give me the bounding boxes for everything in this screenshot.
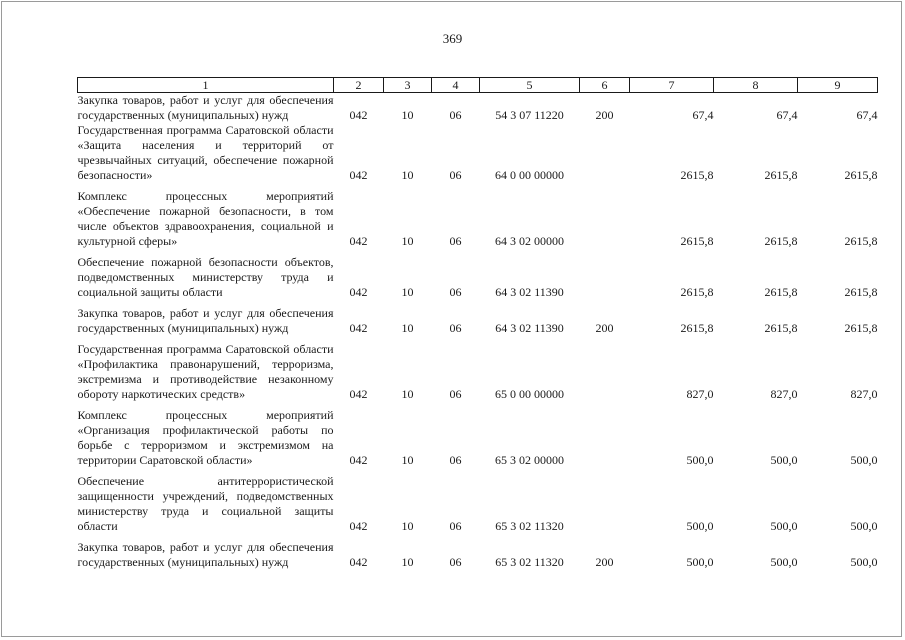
row-amount-year2: 67,4 bbox=[776, 108, 798, 122]
row-amount-year1: 67,4 bbox=[692, 108, 714, 122]
header-col-8: 8 bbox=[714, 78, 798, 93]
header-col-7: 7 bbox=[630, 78, 714, 93]
row-target-article: 65 3 02 11320 bbox=[495, 519, 564, 533]
table-row bbox=[78, 93, 878, 124]
row-target-article: 54 3 07 11220 bbox=[495, 108, 564, 122]
row-expense-type: 200 bbox=[595, 321, 614, 335]
row-amount-year3: 500,0 bbox=[850, 519, 878, 533]
row-amount-year1: 2615,8 bbox=[680, 321, 714, 335]
row-name: Обеспечение антитеррористической защищенности учреждений, подведомственных министерству труда и социальной защиты области bbox=[77, 474, 334, 533]
row-expense-type bbox=[580, 189, 630, 255]
row-amount-year2: 500,0 bbox=[770, 453, 798, 467]
header-row bbox=[78, 78, 878, 93]
row-target-article: 64 3 02 11390 bbox=[495, 285, 564, 299]
table-row bbox=[78, 540, 878, 576]
row-section: 10 bbox=[401, 453, 414, 467]
row-name: Комплекс процессных мероприятий «Организация профилактической работы по борьбе с терроризмом и экстремизмом на территории Саратовской области» bbox=[77, 408, 334, 467]
row-section: 10 bbox=[401, 555, 414, 569]
row-section: 10 bbox=[401, 168, 414, 182]
row-section: 10 bbox=[401, 321, 414, 335]
row-amount-year3: 500,0 bbox=[850, 555, 878, 569]
row-target-article: 64 3 02 11390 bbox=[495, 321, 564, 335]
row-amount-year2: 500,0 bbox=[770, 519, 798, 533]
header-col-5: 5 bbox=[480, 78, 580, 93]
row-expense-type bbox=[580, 123, 630, 189]
row-subsection: 06 bbox=[449, 285, 462, 299]
header-col-3: 3 bbox=[384, 78, 432, 93]
row-amount-year1: 500,0 bbox=[686, 555, 714, 569]
row-target-article: 65 3 02 11320 bbox=[495, 555, 564, 569]
row-amount-year3: 500,0 bbox=[850, 453, 878, 467]
row-section: 10 bbox=[401, 234, 414, 248]
row-ved-code: 042 bbox=[349, 453, 368, 467]
row-target-article: 65 3 02 00000 bbox=[495, 453, 564, 467]
row-amount-year2: 2615,8 bbox=[764, 168, 798, 182]
row-expense-type: 200 bbox=[595, 108, 614, 122]
row-ved-code: 042 bbox=[349, 387, 368, 401]
row-expense-type bbox=[580, 474, 630, 540]
row-target-article: 65 0 00 00000 bbox=[495, 387, 564, 401]
row-amount-year1: 2615,8 bbox=[680, 285, 714, 299]
table-row bbox=[78, 306, 878, 342]
row-name: Комплекс процессных мероприятий «Обеспечение пожарной безопасности, в том числе объектов здравоохранения, социальной и культурной сферы» bbox=[77, 189, 334, 248]
table-row bbox=[78, 189, 878, 255]
row-ved-code: 042 bbox=[349, 555, 368, 569]
row-name: Государственная программа Саратовской области «Защита населения и территорий от чрезвычайных ситуаций, обеспечение пожарной безопасности» bbox=[77, 123, 334, 182]
row-expense-type bbox=[580, 408, 630, 474]
row-amount-year3: 2615,8 bbox=[844, 285, 878, 299]
row-expense-type: 200 bbox=[595, 555, 614, 569]
row-section: 10 bbox=[401, 387, 414, 401]
row-ved-code: 042 bbox=[349, 108, 368, 122]
row-amount-year3: 67,4 bbox=[856, 108, 878, 122]
row-amount-year2: 2615,8 bbox=[764, 321, 798, 335]
row-ved-code: 042 bbox=[349, 321, 368, 335]
page-number: 369 bbox=[442, 31, 463, 46]
row-subsection: 06 bbox=[449, 321, 462, 335]
header-col-9: 9 bbox=[798, 78, 878, 93]
row-target-article: 64 3 02 00000 bbox=[495, 234, 564, 248]
row-subsection: 06 bbox=[449, 555, 462, 569]
row-amount-year2: 2615,8 bbox=[764, 285, 798, 299]
budget-table bbox=[77, 77, 878, 576]
row-name: Обеспечение пожарной безопасности объектов, подведомственных министерству труда и социальной защиты области bbox=[77, 255, 334, 299]
row-amount-year3: 827,0 bbox=[850, 387, 878, 401]
row-name: Закупка товаров, работ и услуг для обеспечения государственных (муниципальных) нужд bbox=[77, 306, 334, 335]
row-ved-code: 042 bbox=[349, 234, 368, 248]
row-amount-year2: 500,0 bbox=[770, 555, 798, 569]
table-row bbox=[78, 123, 878, 189]
table-row bbox=[78, 342, 878, 408]
row-subsection: 06 bbox=[449, 168, 462, 182]
row-name: Государственная программа Саратовской области «Профилактика правонарушений, терроризма, экстремизма и противодействие незаконному обороту наркотических средств» bbox=[77, 342, 334, 401]
row-ved-code: 042 bbox=[349, 519, 368, 533]
row-expense-type bbox=[580, 255, 630, 306]
header-col-2: 2 bbox=[334, 78, 384, 93]
row-amount-year1: 827,0 bbox=[686, 387, 714, 401]
row-ved-code: 042 bbox=[349, 168, 368, 182]
row-amount-year3: 2615,8 bbox=[844, 321, 878, 335]
header-col-1: 1 bbox=[78, 78, 334, 93]
header-col-6: 6 bbox=[580, 78, 630, 93]
row-amount-year1: 500,0 bbox=[686, 519, 714, 533]
row-name: Закупка товаров, работ и услуг для обеспечения государственных (муниципальных) нужд bbox=[77, 93, 334, 122]
row-section: 10 bbox=[401, 285, 414, 299]
row-subsection: 06 bbox=[449, 108, 462, 122]
row-expense-type bbox=[580, 342, 630, 408]
row-ved-code: 042 bbox=[349, 285, 368, 299]
row-name: Закупка товаров, работ и услуг для обеспечения государственных (муниципальных) нужд bbox=[77, 540, 334, 569]
row-target-article: 64 0 00 00000 bbox=[495, 168, 564, 182]
row-subsection: 06 bbox=[449, 387, 462, 401]
row-subsection: 06 bbox=[449, 234, 462, 248]
row-amount-year1: 2615,8 bbox=[680, 234, 714, 248]
row-amount-year1: 500,0 bbox=[686, 453, 714, 467]
row-section: 10 bbox=[401, 108, 414, 122]
row-amount-year1: 2615,8 bbox=[680, 168, 714, 182]
table-row bbox=[78, 408, 878, 474]
header-col-4: 4 bbox=[432, 78, 480, 93]
row-subsection: 06 bbox=[449, 453, 462, 467]
row-subsection: 06 bbox=[449, 519, 462, 533]
row-amount-year3: 2615,8 bbox=[844, 234, 878, 248]
row-section: 10 bbox=[401, 519, 414, 533]
row-amount-year2: 827,0 bbox=[770, 387, 798, 401]
row-amount-year2: 2615,8 bbox=[764, 234, 798, 248]
table-row bbox=[78, 255, 878, 306]
row-amount-year3: 2615,8 bbox=[844, 168, 878, 182]
table-row bbox=[78, 474, 878, 540]
